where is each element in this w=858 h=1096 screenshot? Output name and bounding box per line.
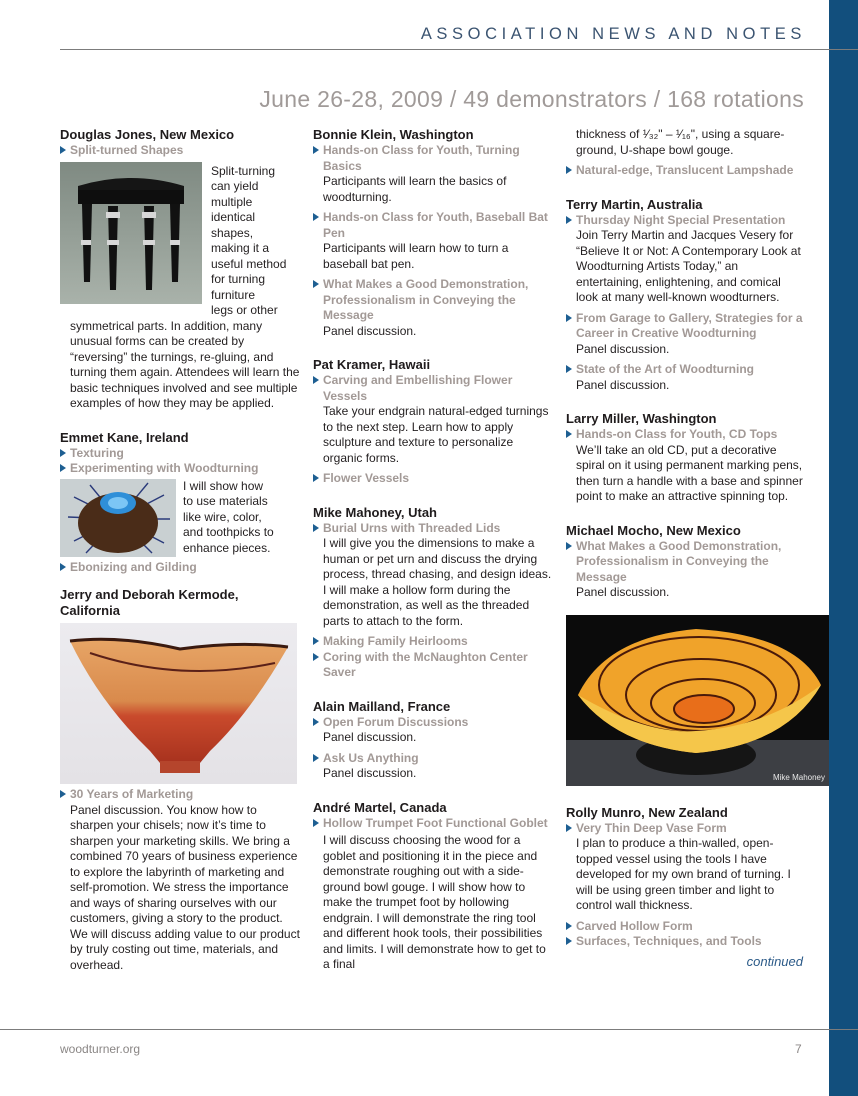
topic bbox=[60, 461, 300, 477]
topic-title: Ebonizing and Gilding bbox=[70, 559, 197, 574]
demonstrator-name: Douglas Jones, New Mexico bbox=[60, 127, 235, 142]
bullet-triangle-icon bbox=[566, 542, 572, 550]
description: Panel discussion. bbox=[323, 766, 417, 780]
bullet-triangle-icon bbox=[313, 213, 319, 221]
topic-title: Open Forum Discussions bbox=[323, 714, 469, 729]
bullet-triangle-icon bbox=[313, 718, 319, 726]
bullet-triangle-icon bbox=[60, 563, 66, 571]
footer-rule bbox=[0, 1029, 858, 1030]
topic bbox=[313, 210, 555, 241]
text-line: and toothpicks to bbox=[183, 525, 274, 539]
topic-title: Ask Us Anything bbox=[323, 750, 419, 765]
topic bbox=[313, 471, 555, 487]
description: We’ll take an old CD, put a decorative spiral on it using permanent marking pens, then turn a handle with a base and spinner point to make an attractive spinning top. bbox=[576, 442, 803, 503]
description: Panel discussion. bbox=[576, 585, 670, 599]
topic-title: Carved Hollow Form bbox=[576, 918, 693, 933]
topic-title: Texturing bbox=[70, 445, 124, 460]
topic-title: Hands-on Class for Youth, Baseball Bat Pen bbox=[323, 210, 548, 240]
wrap-text bbox=[202, 162, 286, 319]
text-line: useful method bbox=[211, 256, 287, 271]
topic bbox=[313, 751, 555, 767]
topic bbox=[313, 715, 555, 731]
demonstrator-name: Jerry and Deborah Kermode, California bbox=[60, 587, 239, 618]
text-line: I will show how bbox=[183, 478, 264, 493]
topic bbox=[313, 277, 555, 324]
bullet-triangle-icon bbox=[566, 922, 572, 930]
topic-title: What Makes a Good Demonstration, Professionalism in Conveying the Message bbox=[323, 277, 529, 322]
text-line: enhance pieces. bbox=[183, 540, 271, 555]
description: I plan to produce a thin-walled, open-topped vessel using the tools I have developed for my own brand of turning. I will be using green timber and light to control wall thickness. bbox=[576, 836, 791, 912]
topic bbox=[566, 362, 806, 378]
topic bbox=[566, 213, 806, 229]
bullet-triangle-icon bbox=[60, 790, 66, 798]
demonstrator-name: Alain Mailland, France bbox=[313, 698, 451, 714]
topic-title: Hands-on Class for Youth, Turning Basics bbox=[323, 143, 520, 173]
topic bbox=[313, 143, 555, 174]
urchin-vessel-photo bbox=[60, 479, 176, 557]
bullet-triangle-icon bbox=[566, 365, 572, 373]
header-rule bbox=[60, 49, 858, 50]
demonstrator-name: Bonnie Klein, Washington bbox=[313, 127, 474, 142]
bullet-triangle-icon bbox=[566, 166, 572, 174]
topic-title: Carving and Embellishing Flower Vessels bbox=[323, 373, 513, 403]
bullet-triangle-icon bbox=[313, 524, 319, 532]
topic-title: Hands-on Class for Youth, CD Tops bbox=[576, 427, 778, 441]
column-2 bbox=[313, 127, 555, 973]
bullet-triangle-icon bbox=[313, 474, 319, 482]
description: Panel discussion. bbox=[323, 730, 417, 744]
text-line: to use materials bbox=[183, 494, 268, 508]
topic-title: Making Family Heirlooms bbox=[323, 634, 468, 648]
bullet-triangle-icon bbox=[313, 376, 319, 384]
topic bbox=[566, 919, 806, 935]
bullet-triangle-icon bbox=[566, 314, 572, 322]
bullet-triangle-icon bbox=[313, 819, 319, 827]
topic bbox=[566, 821, 806, 837]
photo-caption: Mike Mahoney bbox=[772, 772, 825, 782]
demonstrator-name: Rolly Munro, New Zealand bbox=[566, 804, 728, 820]
bullet-triangle-icon bbox=[313, 754, 319, 762]
bullet-triangle-icon bbox=[313, 653, 319, 661]
description: I will give you the dimensions to make a human or pet urn and discuss the drying process, thread chasing, and design ideas. I will make a hollow form during the demonstration, as well as the threaded parts to attach to the form. bbox=[323, 536, 552, 628]
bullet-triangle-icon bbox=[566, 216, 572, 224]
page-subtitle: June 26-28, 2009 / 49 demonstrators / 168 rotations bbox=[259, 86, 804, 112]
topic-title: Surfaces, Techniques, and Tools bbox=[576, 934, 762, 948]
topic-title: 30 Years of Marketing bbox=[70, 787, 194, 801]
bullet-triangle-icon bbox=[313, 637, 319, 645]
topic bbox=[566, 163, 806, 179]
topic-title: Split-turned Shapes bbox=[70, 143, 184, 157]
bullet-triangle-icon bbox=[60, 449, 66, 457]
topic bbox=[60, 143, 300, 159]
wrap-text bbox=[176, 479, 274, 557]
footer-website[interactable]: woodturner.org bbox=[60, 1042, 141, 1056]
demonstrator-name: Mike Mahoney, Utah bbox=[313, 504, 438, 520]
section-title: ASSOCIATION NEWS AND NOTES bbox=[420, 25, 806, 43]
topic bbox=[566, 427, 806, 443]
text-line: can yield bbox=[211, 179, 259, 193]
topic bbox=[566, 934, 806, 950]
description: thickness of ¹⁄₃₂" – ¹⁄₁₆", using a square-ground, U-shape bowl gouge. bbox=[576, 127, 785, 157]
text-line: Split-turning bbox=[211, 163, 276, 178]
topic bbox=[313, 634, 555, 650]
topic-title: Natural-edge, Translucent Lampshade bbox=[576, 163, 794, 177]
mahoney-photo bbox=[566, 615, 829, 786]
topic-title: What Makes a Good Demonstration, Professionalism in Conveying the Message bbox=[576, 538, 782, 584]
description: Participants will learn how to turn a baseball bat pen. bbox=[323, 241, 509, 271]
text-line: multiple bbox=[211, 194, 253, 209]
text-line: legs or other bbox=[211, 303, 278, 317]
text-line: identical bbox=[211, 210, 256, 224]
demonstrator-name: Michael Mocho, New Mexico bbox=[566, 522, 741, 538]
description: I will discuss choosing the wood for a goblet and positioning it in the piece and demonstrate roughing out with a side-ground bowl gouge. I will show how to make the trumpet foot by hollowing endgrain. I will demonstrate the ring tool and different hook tools, their possibilities and limits. I will demonstrate how to get to a final bbox=[323, 833, 546, 971]
topic bbox=[566, 311, 806, 342]
topic-title: From Garage to Gallery, Strategies for a Career in Creative Woodturning bbox=[576, 310, 803, 340]
bullet-triangle-icon bbox=[566, 430, 572, 438]
description: Take your endgrain natural-edged turnings to the next step. Learn how to apply sculpture and texture to personalize organic forms. bbox=[323, 404, 549, 465]
topic-title: Thursday Night Special Presentation bbox=[576, 212, 786, 227]
column-3 bbox=[566, 127, 825, 969]
page-number: 7 bbox=[795, 1042, 802, 1056]
demonstrator-name: Emmet Kane, Ireland bbox=[60, 429, 189, 445]
bullet-triangle-icon bbox=[60, 464, 66, 472]
topic-title: Experimenting with Woodturning bbox=[70, 461, 259, 475]
topic bbox=[60, 787, 300, 803]
table-photo bbox=[60, 162, 202, 304]
translucent-bowl-photo bbox=[566, 615, 829, 786]
topic bbox=[313, 650, 555, 681]
topic bbox=[60, 560, 300, 576]
topic bbox=[313, 373, 555, 404]
demonstrator-name: Larry Miller, Washington bbox=[566, 411, 717, 426]
description: Panel discussion. bbox=[576, 377, 670, 392]
bullet-triangle-icon bbox=[60, 146, 66, 154]
text-line: shapes, bbox=[211, 225, 254, 240]
demonstrator-name: Terry Martin, Australia bbox=[566, 196, 703, 212]
demonstrator-name: Pat Kramer, Hawaii bbox=[313, 357, 431, 372]
wrap-block bbox=[60, 162, 300, 319]
bullet-triangle-icon bbox=[313, 280, 319, 288]
text-line: furniture bbox=[211, 287, 256, 302]
topic-title: Flower Vessels bbox=[323, 471, 410, 485]
topic-title: Hollow Trumpet Foot Functional Goblet bbox=[323, 815, 548, 830]
topic-title: Very Thin Deep Vase Form bbox=[576, 820, 727, 835]
topic-title: State of the Art of Woodturning bbox=[576, 362, 754, 376]
bullet-triangle-icon bbox=[566, 937, 572, 945]
topic bbox=[313, 816, 555, 832]
text-line: making it a bbox=[211, 241, 270, 255]
description: Panel discussion. bbox=[576, 341, 670, 356]
column-1 bbox=[60, 127, 300, 973]
bullet-triangle-icon bbox=[313, 146, 319, 154]
description: Participants will learn the basics of woodturning. bbox=[323, 174, 507, 204]
description: Panel discussion. You know how to sharpen your chisels; now it’s time to sharpen your marketing skills. We bring a combined 70 years of business experience to explore the labyrinth of marketing and self-promotion. We stress the importance and ways of sharing ourselves with our customers, giving a story to the product. We will discuss adding value to our product by truly costing out time, materials, and overhead. bbox=[70, 802, 300, 972]
blue-sidebar bbox=[829, 0, 858, 1096]
bullet-triangle-icon bbox=[566, 824, 572, 832]
topic-title: Coring with the McNaughton Center Saver bbox=[323, 649, 528, 679]
topic-title: Burial Urns with Threaded Lids bbox=[323, 520, 501, 535]
topic bbox=[60, 446, 300, 462]
description: Join Terry Martin and Jacques Vesery for “Believe It or Not: A Contemporary Look at Woodturning Artists Today,” an entertaining, enlightening, and comical look at many well-known woodturners. bbox=[576, 228, 801, 304]
description: symmetrical parts. In addition, many unusual forms can be created by “reversing” the turnings, re-gluing, and turning them again. Attendees will learn the basic techniques involved and see multiple examples of how they may be applied. bbox=[70, 318, 300, 410]
natural-edge-bowl-photo bbox=[60, 623, 297, 784]
text-line: like wire, color, bbox=[183, 509, 262, 524]
continued-link[interactable]: continued bbox=[746, 953, 803, 969]
wrap-block bbox=[60, 479, 300, 557]
description: Panel discussion. bbox=[323, 323, 417, 338]
topic bbox=[313, 521, 555, 537]
demonstrator-name: André Martel, Canada bbox=[313, 799, 447, 815]
topic bbox=[566, 539, 806, 586]
text-line: for turning bbox=[211, 272, 266, 286]
